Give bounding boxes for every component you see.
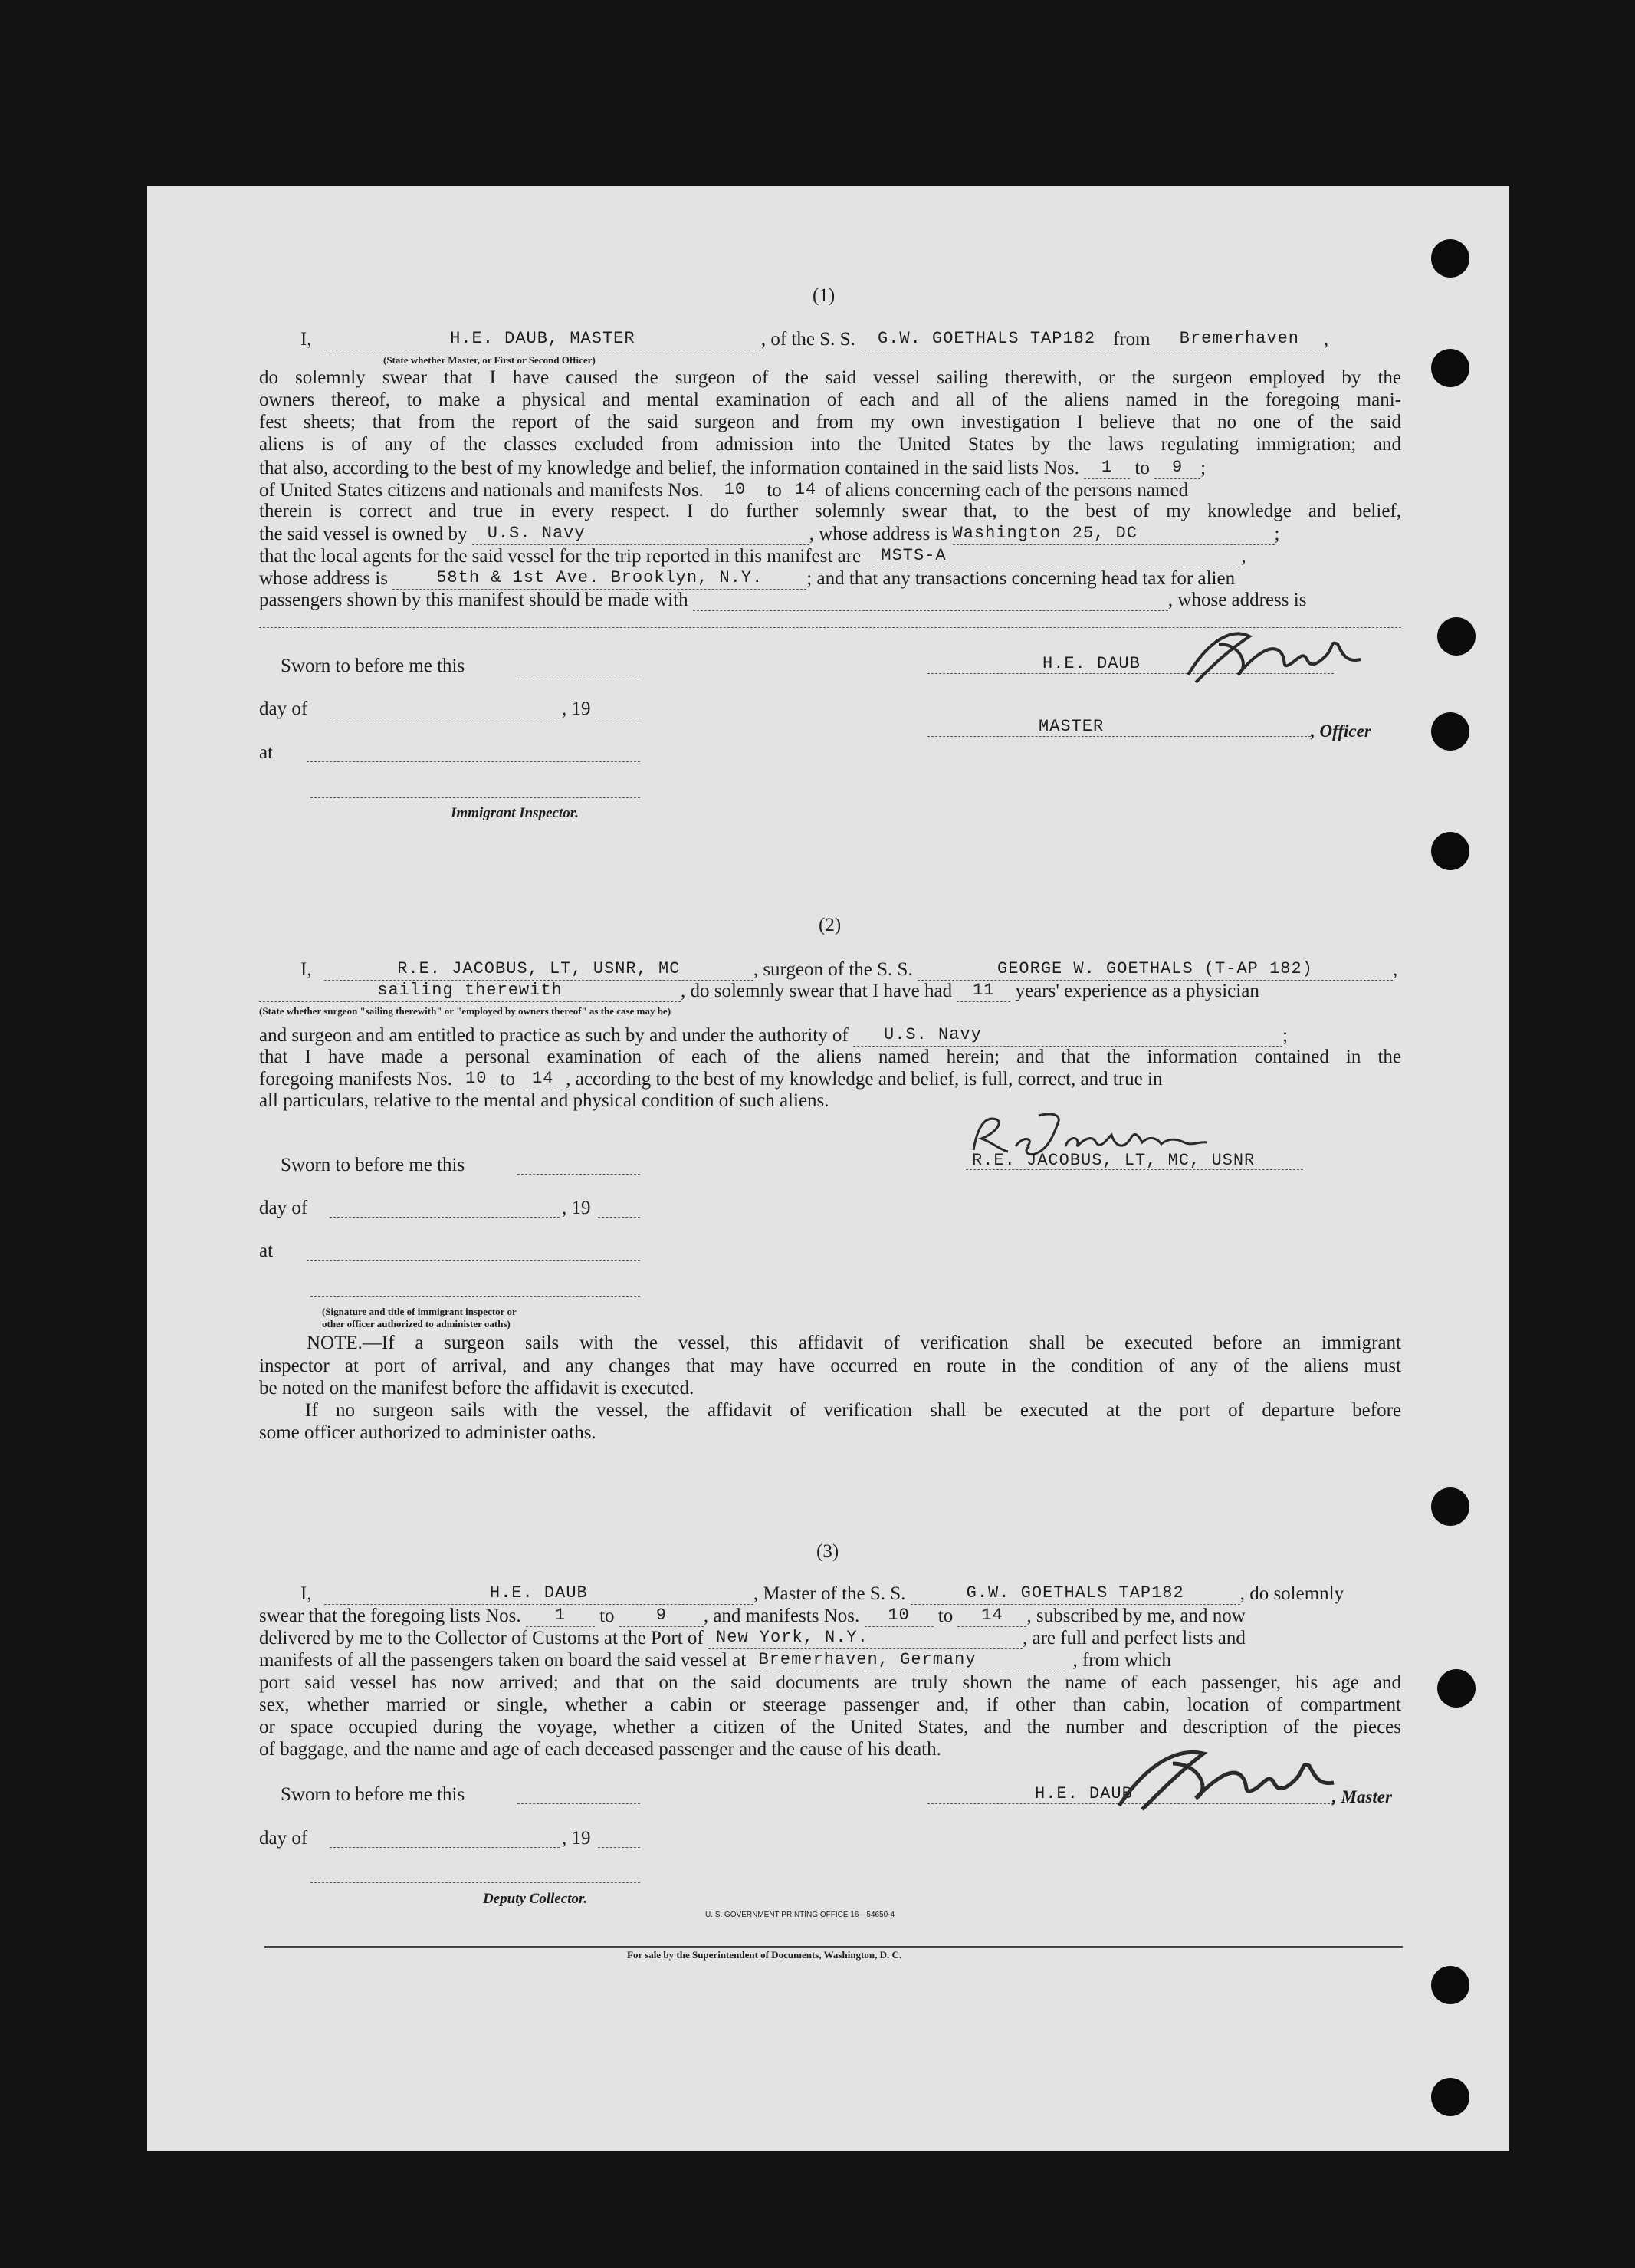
text-line: do solemnly swear that I have caused the surgeon of the said vessel sailing therewith, or the surgeon employed by the	[259, 367, 1401, 388]
sworn-blank	[517, 1174, 640, 1175]
text: foregoing manifests Nos.	[259, 1069, 453, 1090]
authority-line: and surgeon and am entitled to practice as such by and under the authority of U.S. Navy ;	[259, 1025, 1288, 1046]
surgeon-name-field: R.E. JACOBUS, LT, USNR, MC	[324, 958, 753, 981]
text: swear that the foregoing lists Nos.	[259, 1606, 521, 1626]
manifest-from-field: 10	[708, 479, 762, 501]
signer-title: MASTER	[1039, 717, 1105, 736]
sworn-label: Sworn to before me this	[281, 1155, 465, 1175]
year-blank	[598, 1217, 640, 1218]
text: , Master of the S. S.	[753, 1583, 906, 1604]
lists-from-field: 1	[526, 1605, 595, 1627]
binder-hole	[1437, 617, 1476, 656]
port-arrival-line	[259, 1627, 1246, 1649]
text: , whose address is	[1167, 590, 1307, 610]
text: and surgeon and am entitled to practice as such by and under the authority of	[259, 1025, 849, 1046]
vessel-name-field: GEORGE W. GOETHALS (T-AP 182)	[918, 958, 1393, 981]
inspector-signature-blank	[310, 797, 640, 798]
text-line: port said vessel has now arrived; and that on the said documents are truly shown the name of each passenger, his age and	[259, 1672, 1401, 1693]
text: , surgeon of the S. S.	[753, 959, 913, 980]
text: that the local agents for the said vessel for the trip reported in this manifest are	[259, 546, 862, 567]
owner-line: the said vessel is owned by U.S. Navy , whose address is Washington 25, DC ;	[259, 524, 1280, 544]
year-blank	[598, 1847, 640, 1848]
oath-paragraph-2	[259, 500, 1401, 522]
agents-address-field: 58th & 1st Ave. Brooklyn, N.Y.	[392, 567, 806, 590]
owner-address-field: Washington 25, DC	[953, 523, 1275, 545]
agents-line: that the local agents for the said vessel for the trip reported in this manifest are MSTS-A ,	[259, 546, 1246, 567]
text-line: sex, whether married or single, whether a cabin or steerage passenger and, if other than cabin, location of compartment	[259, 1694, 1401, 1715]
port-arrival-field: New York, N.Y.	[708, 1627, 1023, 1649]
title-blank	[927, 736, 1311, 737]
note-text: If no surgeon sails with the vessel, the affidavit of verification shall be executed at the port of departure before	[305, 1400, 1401, 1421]
label: from	[1113, 329, 1151, 350]
binder-hole	[1431, 1487, 1469, 1526]
text-line: inspector at port of arrival, and any changes that may have occurred en route in the condition of any of the aliens must	[259, 1356, 1401, 1376]
master-name-field: H.E. DAUB, MASTER	[324, 328, 761, 350]
label: , of the S. S.	[760, 329, 855, 350]
text: , are full and perfect lists and	[1023, 1628, 1246, 1648]
text: to	[767, 480, 782, 501]
year-label: , 19	[562, 1198, 591, 1218]
text: , do solemnly	[1239, 1583, 1344, 1604]
day-of-blank	[330, 1217, 560, 1218]
text: whose address is	[259, 568, 389, 589]
text-line: be noted on the manifest before the affidavit is executed.	[259, 1378, 694, 1399]
text: of United States citizens and nationals and manifests Nos.	[259, 480, 704, 501]
surgeon-signer-name: R.E. JACOBUS, LT, MC, USNR	[972, 1151, 1256, 1170]
collector-signature-blank	[310, 1882, 640, 1883]
text: years' experience as a physician	[1015, 981, 1259, 1001]
port-field: Bremerhaven	[1155, 328, 1324, 350]
note-line	[305, 1400, 1401, 1422]
day-of-label: day of	[259, 1198, 308, 1218]
binder-hole	[1431, 1966, 1469, 2004]
binder-hole	[1437, 1669, 1476, 1708]
surgeon-line-2	[259, 980, 1259, 1002]
master-signature	[1104, 1737, 1341, 1821]
text: to	[937, 1606, 954, 1626]
text: to	[1134, 458, 1150, 478]
field-note: (State whether surgeon "sailing therewith" or "employed by owners thereof" as the case may be)	[259, 1005, 671, 1017]
text-line: fest sheets; that from the report of the said surgeon and from my own investigation I believe that no one of the said	[259, 412, 1401, 432]
pronoun: I,	[300, 329, 312, 350]
sworn-label: Sworn to before me this	[281, 656, 465, 676]
text-line: some officer authorized to administer oaths.	[259, 1422, 596, 1443]
years-field: 11	[957, 980, 1010, 1002]
at-label: at	[259, 742, 274, 763]
text: the said vessel is owned by	[259, 524, 468, 544]
binder-hole	[1431, 2078, 1469, 2116]
text: manifests of all the passengers taken on board the said vessel at	[259, 1650, 747, 1671]
binder-hole	[1431, 832, 1469, 870]
text-line: aliens is of any of the classes excluded from admission into the United States by the laws regulating immigration; and	[259, 434, 1401, 455]
port-departure-field: Bremerhaven, Germany	[750, 1649, 1072, 1671]
note-text: NOTE.—If a surgeon sails with the vessel, this affidavit of verification shall be executed before an immigrant	[307, 1333, 1401, 1353]
text: that also, according to the best of my knowledge and belief, the information contained in the said lists Nos.	[259, 458, 1079, 478]
sworn-blank	[517, 1803, 640, 1804]
master-signature	[1165, 621, 1380, 690]
owner-field: U.S. Navy	[472, 523, 809, 545]
port-departure-line	[259, 1649, 1171, 1671]
surgeon-line-1: I, R.E. JACOBUS, LT, USNR, MC , surgeon of the S. S. GEORGE W. GOETHALS (T-AP 182) ,	[300, 959, 1398, 980]
manifest-from-field: 10	[457, 1068, 495, 1090]
collector-label: Deputy Collector.	[483, 1891, 588, 1907]
master-signer-name: H.E. DAUB	[1035, 1784, 1133, 1803]
master-label: , Master	[1332, 1787, 1392, 1806]
signature-note: other officer authorized to administer oaths)	[322, 1318, 511, 1330]
text: to	[500, 1069, 515, 1090]
head-tax-line	[259, 590, 1306, 611]
text: , subscribed by me, and now	[1026, 1606, 1246, 1626]
day-of-blank	[330, 1847, 560, 1848]
text-line: that I have made a personal examination of each of the aliens named herein; and that the information contained in the	[259, 1047, 1401, 1067]
text: , from which	[1072, 1650, 1171, 1671]
binder-hole	[1431, 239, 1469, 278]
head-tax-agent-field	[693, 590, 1168, 611]
text: passengers shown by this manifest should be made with	[259, 590, 688, 610]
manifest-to-field: 14	[520, 1068, 566, 1090]
surgeon-paragraph	[259, 1046, 1401, 1068]
master-oath-line-1	[300, 1583, 1344, 1605]
day-of-label: day of	[259, 1828, 308, 1849]
text: , do solemnly swear that I have had	[681, 981, 953, 1001]
footer-rule	[264, 1946, 1403, 1948]
lists-to-field: 9	[1154, 457, 1200, 479]
at-blank	[307, 1260, 640, 1261]
text-line: or space occupied during the voyage, whether a citizen of the United States, and the number and description of the pieces	[259, 1717, 1401, 1737]
pronoun: I,	[300, 1583, 312, 1604]
inspector-signature-blank	[310, 1296, 640, 1297]
pronoun: I,	[300, 959, 312, 980]
year-label: , 19	[562, 1828, 591, 1849]
text: of aliens concerning each of the persons named	[824, 480, 1189, 501]
manifest-to-field: 14	[957, 1605, 1026, 1627]
inspector-label: Immigrant Inspector.	[451, 805, 579, 821]
text: to	[599, 1606, 615, 1626]
manifest-from-field: 10	[865, 1605, 934, 1627]
authority-field: U.S. Navy	[853, 1024, 1282, 1047]
sailing-status-field: sailing therewith	[259, 980, 681, 1002]
text: , according to the best of my knowledge and belief, is full, correct, and true in	[566, 1069, 1163, 1090]
text-line: of baggage, and the name and age of each deceased passenger and the cause of his death.	[259, 1739, 941, 1760]
section-number: (2)	[819, 915, 842, 935]
sworn-label: Sworn to before me this	[281, 1784, 465, 1805]
at-label: at	[259, 1241, 274, 1261]
note-paragraph	[259, 1355, 1401, 1399]
manifests-line	[259, 479, 1188, 501]
lists-to-field: 9	[619, 1605, 704, 1627]
lists-line: that also, according to the best of my knowledge and belief, the information contained in the said lists Nos. 1 to 9 ;	[259, 458, 1207, 478]
text-line: all particulars, relative to the mental and physical condition of such aliens.	[259, 1090, 829, 1111]
oath-line-1: I, H.E. DAUB, MASTER , of the S. S. G.W. GOETHALS TAP182 from Bremerhaven ,	[300, 329, 1329, 350]
field-note: (State whether Master, or First or Second Officer)	[383, 354, 596, 366]
year-label: , 19	[562, 698, 591, 719]
at-blank	[307, 761, 640, 762]
binder-hole	[1431, 349, 1469, 387]
note-line	[307, 1333, 1401, 1354]
lists-from-field: 1	[1084, 457, 1130, 479]
printing-office: U. S. GOVERNMENT PRINTING OFFICE 16—54650-4	[705, 1911, 895, 1919]
master-lists-line	[259, 1605, 1246, 1627]
for-sale-note: For sale by the Superintendent of Documents, Washington, D. C.	[627, 1949, 902, 1961]
signer-name: H.E. DAUB	[1042, 654, 1141, 673]
section-number: (1)	[813, 285, 836, 306]
oath-paragraph-1	[259, 366, 1401, 455]
text-line: therein is correct and true in every respect. I do further solemnly swear that, to the best of my knowledge and belief,	[259, 501, 1401, 521]
vessel-name-field: G.W. GOETHALS TAP182	[860, 328, 1113, 350]
section-number: (3)	[816, 1541, 839, 1562]
officer-label: , Officer	[1311, 721, 1371, 741]
text: ; and that any transactions concerning head tax for alien	[806, 568, 1236, 589]
surgeon-manifests-line	[259, 1068, 1162, 1090]
day-of-label: day of	[259, 698, 308, 719]
binder-hole	[1431, 712, 1469, 751]
vessel-name-field: G.W. GOETHALS TAP182	[911, 1583, 1240, 1605]
master-name-field: H.E. DAUB	[324, 1583, 753, 1605]
agents-field: MSTS-A	[865, 545, 1241, 567]
agents-address-line	[259, 567, 1235, 590]
signature-note: (Signature and title of immigrant inspector or	[322, 1306, 517, 1317]
text: delivered by me to the Collector of Customs at the Port of	[259, 1628, 704, 1648]
text-line: owners thereof, to make a physical and mental examination of each and all of the aliens named in the foregoing mani-	[259, 390, 1401, 410]
manifest-to-field: 14	[786, 479, 825, 501]
text: , and manifests Nos.	[703, 1606, 860, 1626]
text: , whose address is	[809, 524, 948, 544]
